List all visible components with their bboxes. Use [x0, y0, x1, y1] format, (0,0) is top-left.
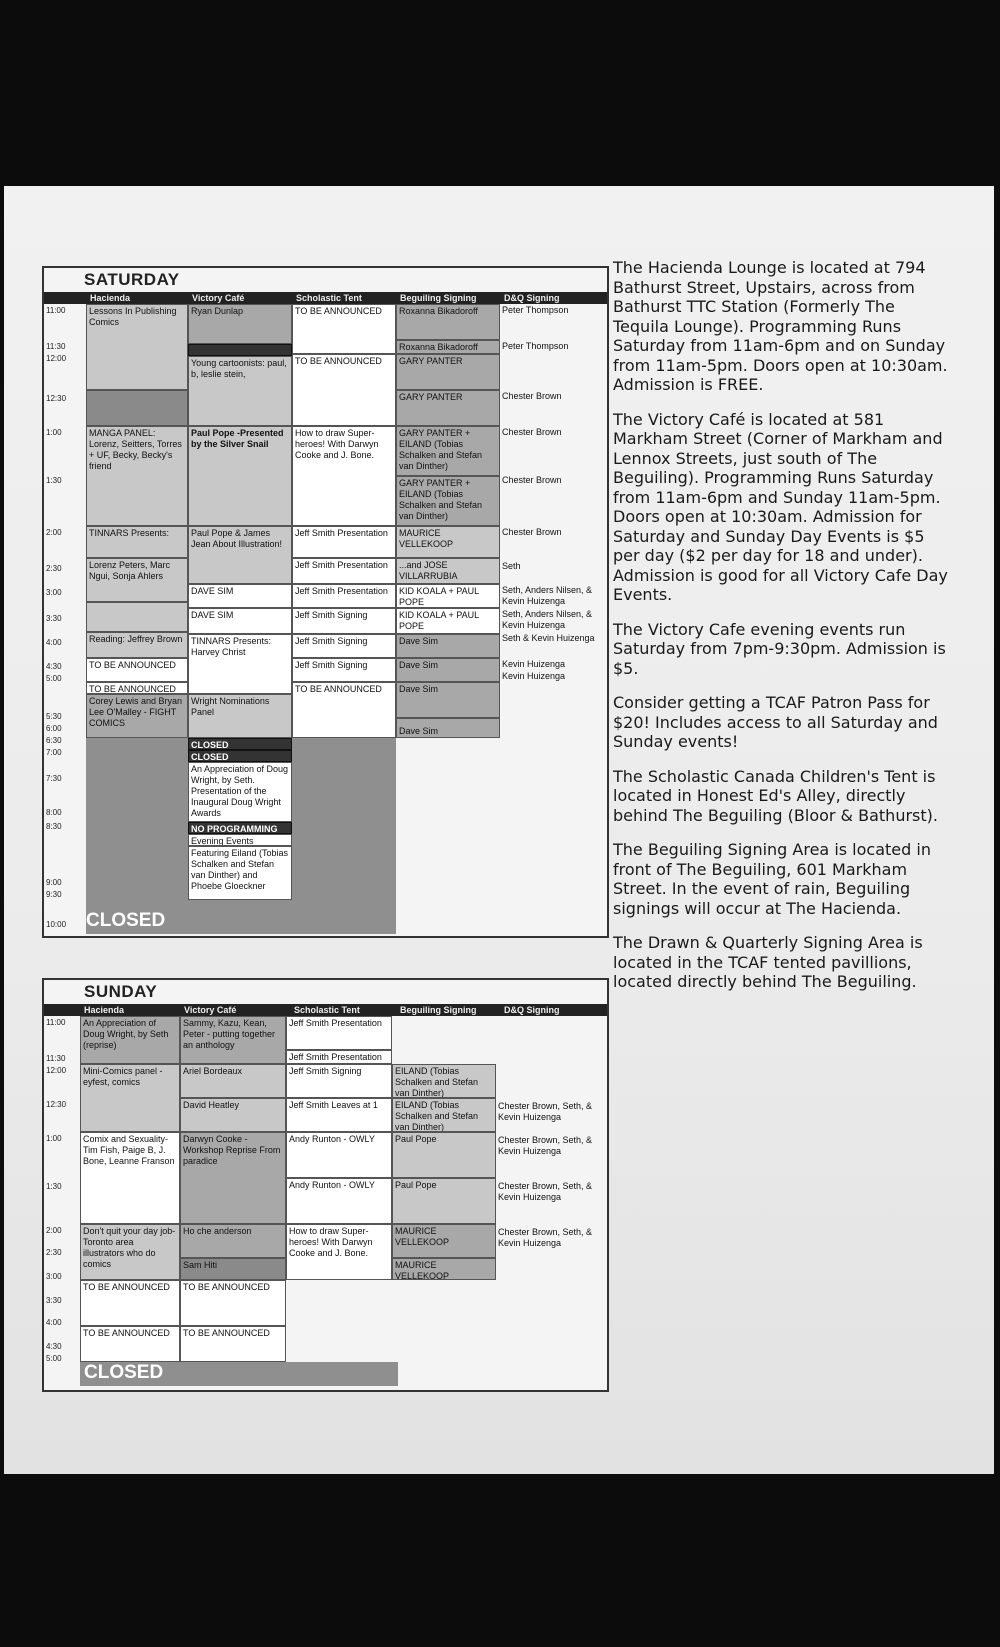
- info-dq-signing: The Drawn & Quarterly Signing Area is located in the TCAF tented pavillions, located directly behind The Beguiling.: [613, 933, 923, 991]
- schedule-cell: Chester Brown: [502, 427, 562, 437]
- schedule-cell: Jeff Smith Presentation: [286, 1016, 392, 1050]
- info-victory-cafe: The Victory Café is located at 581 Markham Street (Corner of Markham and Lennox Streets, just south of The Beguiling). Programming Runs Saturday from 11am-6pm and Sunday 11am-5pm. Doors open at 10:30am. Admission for Saturday and Sunday Day Events is $5 per day ($2 per day for 18 and under). Admission is good for all Victory Cafe Day Events.: [613, 409, 948, 604]
- schedule-cell: How to draw Super-heroes! With Darwyn Cooke and J. Bone.: [292, 426, 396, 526]
- schedule-cell: TO BE ANNOUNCED: [86, 658, 188, 682]
- venue-info: [613, 258, 953, 1007]
- schedule-cell: ...and JOSE VILLARRUBIA: [396, 558, 500, 584]
- header-victory-cafe: Victory Café: [184, 1005, 237, 1015]
- schedule-cell: TO BE ANNOUNCED: [292, 304, 396, 354]
- time-label: 2:00: [46, 528, 62, 537]
- schedule-cell: David Heatley: [180, 1098, 286, 1132]
- schedule-cell: TO BE ANNOUNCED: [292, 682, 396, 738]
- time-label: 12:30: [46, 394, 67, 403]
- schedule-cell: An Appreciation of Doug Wright, by Seth (reprise): [80, 1016, 180, 1064]
- header-beguiling-signing: Beguiling Signing: [400, 293, 477, 303]
- time-label: 12:00: [46, 354, 67, 363]
- saturday-schedule: [42, 266, 609, 938]
- closed-band: [86, 738, 188, 934]
- schedule-cell: Paul Pope: [392, 1132, 496, 1178]
- schedule-cell: TO BE ANNOUNCED: [80, 1280, 180, 1326]
- header-dq-signing: D&Q Signing: [504, 1005, 560, 1015]
- schedule-cell: Jeff Smith Signing: [292, 608, 396, 634]
- schedule-cell: Jeff Smith Signing: [292, 658, 396, 682]
- schedule-cell: Jeff Smith Signing: [292, 634, 396, 658]
- schedule-cell: Don't quit your day job- Toronto area illustrators who do comics: [80, 1224, 180, 1280]
- schedule-cell: Roxanna Bikadoroff: [396, 304, 500, 340]
- time-label: 8:30: [46, 822, 62, 831]
- schedule-cell: Chester Brown: [502, 527, 562, 537]
- time-label: 1:00: [46, 428, 62, 437]
- schedule-cell: Darwyn Cooke - Workshop Reprise From paradice: [180, 1132, 286, 1224]
- schedule-cell: Andy Runton - OWLY: [286, 1178, 392, 1224]
- schedule-cell: GARY PANTER: [396, 354, 500, 390]
- schedule-cell: Andy Runton - OWLY: [286, 1132, 392, 1178]
- time-label: 1:00: [46, 1134, 62, 1143]
- schedule-cell: Seth: [502, 561, 521, 571]
- schedule-cell: Paul Pope & James Jean About Illustration!: [188, 526, 292, 584]
- schedule-cell: Paul Pope -Presented by the Silver Snail: [188, 426, 292, 526]
- schedule-cell: Young cartoonists: paul, b, leslie stein,: [188, 356, 292, 426]
- schedule-cell: EILAND (Tobias Schalken and Stefan van Dinther): [392, 1064, 496, 1098]
- schedule-cell: CLOSED: [188, 738, 292, 750]
- schedule-cell: Sam Hiti: [180, 1258, 286, 1280]
- schedule-cell: GARY PANTER: [396, 390, 500, 426]
- schedule-cell: Lessons In Publishing Comics: [86, 304, 188, 390]
- schedule-cell: [86, 602, 188, 632]
- schedule-cell: [86, 390, 188, 426]
- schedule-cell: Evening Events: [188, 834, 292, 846]
- sunday-schedule: [42, 978, 609, 1392]
- time-label: 5:30: [46, 712, 62, 721]
- schedule-cell: [188, 344, 292, 356]
- header-hacienda: Hacienda: [84, 1005, 125, 1015]
- schedule-cell: Wright Nominations Panel: [188, 694, 292, 738]
- schedule-cell: GARY PANTER + EILAND (Tobias Schalken and Stefan van Dinther): [396, 426, 500, 476]
- schedule-cell: Comix and Sexuality- Tim Fish, Paige B, J. Bone, Leanne Franson: [80, 1132, 180, 1224]
- schedule-cell: Dave Sim: [396, 658, 500, 682]
- time-label: 4:30: [46, 1342, 62, 1351]
- schedule-cell: MANGA PANEL: Lorenz, Seitters, Torres + UF, Becky, Becky's friend: [86, 426, 188, 526]
- time-label: 2:30: [46, 564, 62, 573]
- schedule-cell: MAURICE VELLEKOOP: [396, 526, 500, 558]
- closed-label: CLOSED: [86, 910, 166, 931]
- time-label: 9:00: [46, 878, 62, 887]
- schedule-cell: Ho che anderson: [180, 1224, 286, 1258]
- schedule-cell: Chester Brown, Seth, & Kevin Huizenga: [498, 1227, 593, 1248]
- time-label: 3:30: [46, 614, 62, 623]
- saturday-time-column: [44, 304, 86, 936]
- schedule-cell: Dave Sim: [396, 682, 500, 718]
- info-hacienda: The Hacienda Lounge is located at 794 Bathurst Street, Upstairs, across from Bathurst TTC Station (Formerly The Tequila Lounge). Programming Runs Saturday from 11am-6pm and on Sunday from 11am-5pm. Doors open at 10:30am. Admission is FREE.: [613, 258, 948, 394]
- schedule-cell: Jeff Smith Signing: [286, 1064, 392, 1098]
- schedule-cell: EILAND (Tobias Schalken and Stefan van Dinther): [392, 1098, 496, 1132]
- closed-label: CLOSED: [84, 1362, 164, 1383]
- schedule-cell: TO BE ANNOUNCED: [292, 354, 396, 426]
- time-label: 8:00: [46, 808, 62, 817]
- schedule-cell: Kevin Huizenga: [502, 671, 566, 681]
- schedule-cell: Jeff Smith Presentation: [292, 584, 396, 608]
- schedule-cell: Roxanna Bikadoroff: [396, 340, 500, 354]
- closed-band: [188, 900, 292, 934]
- schedule-cell: DAVE SIM: [188, 608, 292, 634]
- schedule-cell: KID KOALA + PAUL POPE: [396, 584, 500, 608]
- schedule-cell: Jeff Smith Presentation: [286, 1050, 392, 1064]
- schedule-cell: Kevin Huizenga: [502, 659, 566, 669]
- schedule-cell: Chester Brown, Seth, & Kevin Huizenga: [498, 1181, 593, 1202]
- time-label: 12:30: [46, 1100, 67, 1109]
- time-label: 7:30: [46, 774, 62, 783]
- schedule-cell: Seth & Kevin Huizenga: [502, 633, 595, 643]
- schedule-cell: TO BE ANNOUNCED: [180, 1326, 286, 1362]
- schedule-cell: Chester Brown, Seth, & Kevin Huizenga: [498, 1135, 593, 1156]
- schedule-cell: Chester Brown, Seth, & Kevin Huizenga: [498, 1101, 593, 1122]
- schedule-cell: Peter Thompson: [502, 341, 569, 351]
- schedule-cell: CLOSED: [188, 750, 292, 762]
- time-label: 6:30: [46, 736, 62, 745]
- time-label: 5:00: [46, 1354, 62, 1363]
- time-label: 5:00: [46, 674, 62, 683]
- schedule-cell: MAURICE VELLEKOOP: [392, 1224, 496, 1258]
- time-label: 11:00: [46, 1018, 66, 1027]
- time-label: 6:00: [46, 724, 62, 733]
- time-label: 11:00: [46, 306, 66, 315]
- time-label: 4:30: [46, 662, 62, 671]
- schedule-cell: Chester Brown: [502, 475, 562, 485]
- time-label: 3:30: [46, 1296, 62, 1305]
- header-hacienda: Hacienda: [90, 293, 131, 303]
- header-dq-signing: D&Q Signing: [504, 293, 560, 303]
- schedule-cell: Ryan Dunlap: [188, 304, 292, 344]
- schedule-cell: Lorenz Peters, Marc Ngui, Sonja Ahlers: [86, 558, 188, 602]
- schedule-cell: Mini-Comics panel - eyfest, comics: [80, 1064, 180, 1132]
- time-label: 2:00: [46, 1226, 62, 1235]
- saturday-title: SATURDAY: [84, 270, 180, 289]
- info-patron-pass: Consider getting a TCAF Patron Pass for $20! Includes access to all Saturday and Sunday events!: [613, 693, 938, 751]
- schedule-cell: Featuring Eiland (Tobias Schalken and Stefan van Dinther) and Phoebe Gloeckner: [188, 846, 292, 900]
- schedule-cell: Dave Sim: [396, 718, 500, 738]
- time-label: 3:00: [46, 588, 62, 597]
- info-beguiling-signing: The Beguiling Signing Area is located in front of The Beguiling, 601 Markham Street. In the event of rain, Beguiling signings will occur at The Hacienda.: [613, 840, 931, 918]
- schedule-cell: KID KOALA + PAUL POPE: [396, 608, 500, 634]
- header-victory-cafe: Victory Café: [192, 293, 245, 303]
- sunday-title: SUNDAY: [84, 982, 158, 1001]
- time-label: 7:00: [46, 748, 62, 757]
- schedule-cell: TINNARS Presents: Harvey Christ: [188, 634, 292, 694]
- schedule-cell: NO PROGRAMMING: [188, 822, 292, 834]
- schedule-cell: How to draw Super-heroes! With Darwyn Cooke and J. Bone.: [286, 1224, 392, 1280]
- info-evening-events: The Victory Cafe evening events run Saturday from 7pm-9:30pm. Admission is $5.: [613, 619, 946, 678]
- time-label: 3:00: [46, 1272, 62, 1281]
- schedule-cell: Corey Lewis and Bryan Lee O'Malley - FIGHT COMICS: [86, 694, 188, 738]
- header-beguiling-signing: Beguiling Signing: [400, 1005, 477, 1015]
- time-label: 4:00: [46, 638, 62, 647]
- schedule-cell: Jeff Smith Presentation: [292, 526, 396, 558]
- schedule-cell: Peter Thompson: [502, 305, 569, 315]
- time-label: 11:30: [46, 342, 66, 351]
- schedule-cell: TINNARS Presents:: [86, 526, 188, 558]
- schedule-cell: TO BE ANNOUNCED: [80, 1326, 180, 1362]
- schedule-cell: MAURICE VELLEKOOP: [392, 1258, 496, 1280]
- saturday-header-row: [44, 292, 607, 304]
- header-scholastic-tent: Scholastic Tent: [294, 1005, 360, 1015]
- schedule-cell: DAVE SIM: [188, 584, 292, 608]
- closed-band: [292, 738, 396, 934]
- time-label: 2:30: [46, 1248, 62, 1257]
- schedule-cell: Seth, Anders Nilsen, & Kevin Huizenga: [502, 585, 593, 606]
- time-label: 11:30: [46, 1054, 66, 1063]
- schedule-cell: GARY PANTER + EILAND (Tobias Schalken and Stefan van Dinther): [396, 476, 500, 526]
- time-label: 1:30: [46, 1182, 62, 1191]
- time-label: 4:00: [46, 1318, 62, 1327]
- schedule-cell: An Appreciation of Doug Wright, by Seth. Presentation of the Inaugural Doug Wright Awards: [188, 762, 292, 822]
- sunday-header-row: [44, 1004, 607, 1016]
- time-label: 1:30: [46, 476, 62, 485]
- schedule-cell: Ariel Bordeaux: [180, 1064, 286, 1098]
- time-label: 12:00: [46, 1066, 67, 1075]
- schedule-cell: Dave Sim: [396, 634, 500, 658]
- schedule-cell: Seth, Anders Nilsen, & Kevin Huizenga: [502, 609, 593, 630]
- schedule-cell: Jeff Smith Leaves at 1: [286, 1098, 392, 1132]
- schedule-cell: Jeff Smith Presentation: [292, 558, 396, 584]
- info-scholastic-tent: The Scholastic Canada Children's Tent is located in Honest Ed's Alley, directly behind The Beguiling (Bloor & Bathurst).: [613, 766, 938, 825]
- schedule-cell: TO BE ANNOUNCED: [86, 682, 188, 694]
- schedule-cell: Reading: Jeffrey Brown: [86, 632, 188, 658]
- time-label: 10:00: [46, 920, 67, 929]
- time-label: 9:30: [46, 890, 62, 899]
- schedule-cell: Chester Brown: [502, 391, 562, 401]
- schedule-cell: TO BE ANNOUNCED: [180, 1280, 286, 1326]
- schedule-cell: Paul Pope: [392, 1178, 496, 1224]
- header-scholastic-tent: Scholastic Tent: [296, 293, 362, 303]
- schedule-cell: Sammy, Kazu, Kean, Peter - putting together an anthology: [180, 1016, 286, 1064]
